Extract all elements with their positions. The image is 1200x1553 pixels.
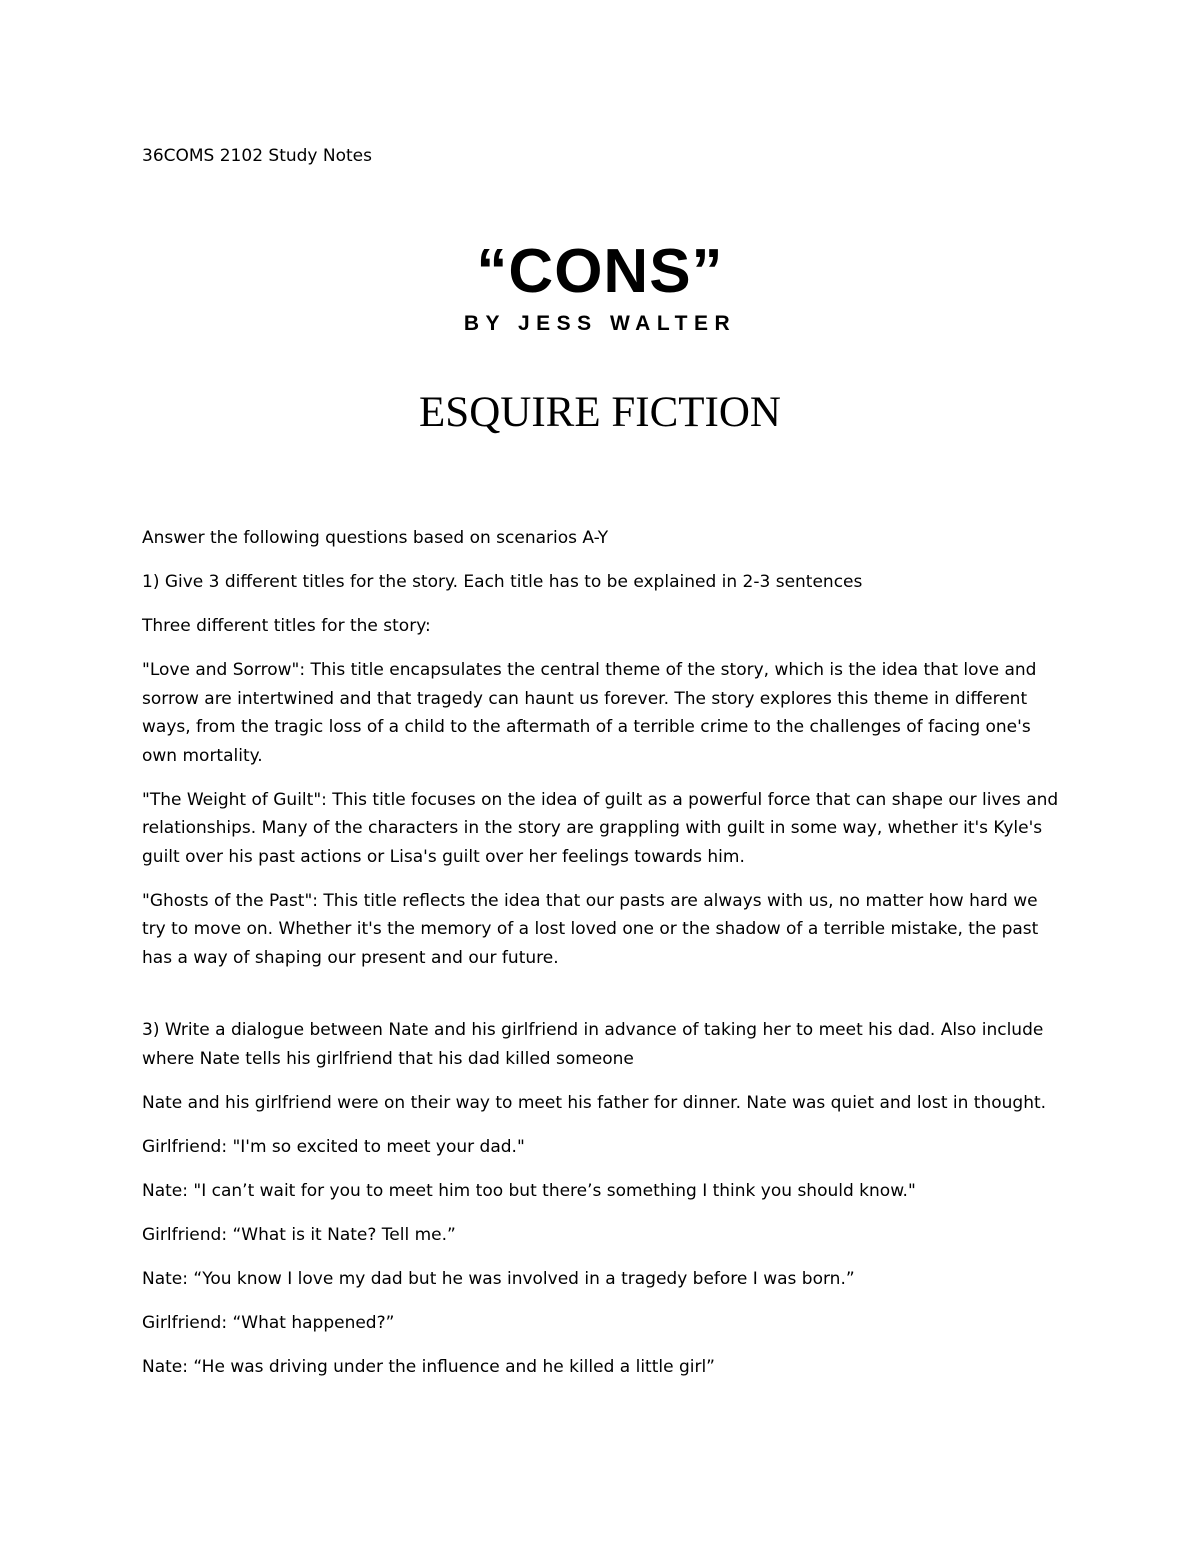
dialogue-intro: Nate and his girlfriend were on their way to meet his father for dinner. Nate was quiet and lost in thought.	[142, 1092, 1047, 1113]
instruction-text: Answer the following questions based on scenarios A-Y	[142, 528, 609, 548]
title-answer: "Love and Sorrow": This title encapsulates the central theme of the story, which is the idea that love and sorrow are intertwined and that tragedy can haunt us forever. The story explores this theme in different ways, from the tragic loss of a child to the aftermath of a terrible crime to the challenges of facing one's own mortality.	[142, 660, 1037, 766]
titles-intro: Three different titles for the story:	[142, 616, 431, 636]
dialogue-line: Nate: “You know I love my dad but he was involved in a tragedy before I was born.”	[142, 1268, 855, 1289]
dialogue-line: Nate: “He was driving under the influence and he killed a little girl”	[142, 1356, 715, 1377]
course-note: 36COMS 2102 Study Notes	[142, 146, 372, 166]
dialogue-line: Girlfriend: "I'm so excited to meet your dad."	[142, 1136, 525, 1157]
dialogue-line: Nate: "I can’t wait for you to meet him too but there’s something I think you should know."	[142, 1180, 916, 1201]
story-title: “CONS”	[476, 237, 724, 306]
question-1: 1) Give 3 different titles for the story. Each title has to be explained in 2-3 sentences	[142, 572, 863, 592]
question-3: 3) Write a dialogue between Nate and his girlfriend in advance of taking her to meet his dad. Also include where Nate tells his girlfriend that his dad killed someone	[142, 1020, 1044, 1069]
publication-title: ESQUIRE FICTION	[419, 389, 781, 436]
dialogue-line: Girlfriend: “What happened?”	[142, 1312, 395, 1333]
dialogue-line: Girlfriend: “What is it Nate? Tell me.”	[142, 1224, 456, 1245]
document-body	[142, 524, 1062, 1397]
title-answer: "Ghosts of the Past": This title reflects the idea that our pasts are always with us, no matter how hard we try to move on. Whether it's the memory of a lost loved one or the shadow of a terrible mistake, the past has a way of shaping our present and our future.	[142, 890, 1039, 968]
title-answer: "The Weight of Guilt": This title focuses on the idea of guilt as a powerful force that can shape our lives and relationships. Many of the characters in the story are grappling with guilt in some way, whether it's Kyle's guilt over his past actions or Lisa's guilt over her feelings towards him.	[142, 789, 1059, 867]
story-byline: BY JESS WALTER	[463, 312, 737, 335]
